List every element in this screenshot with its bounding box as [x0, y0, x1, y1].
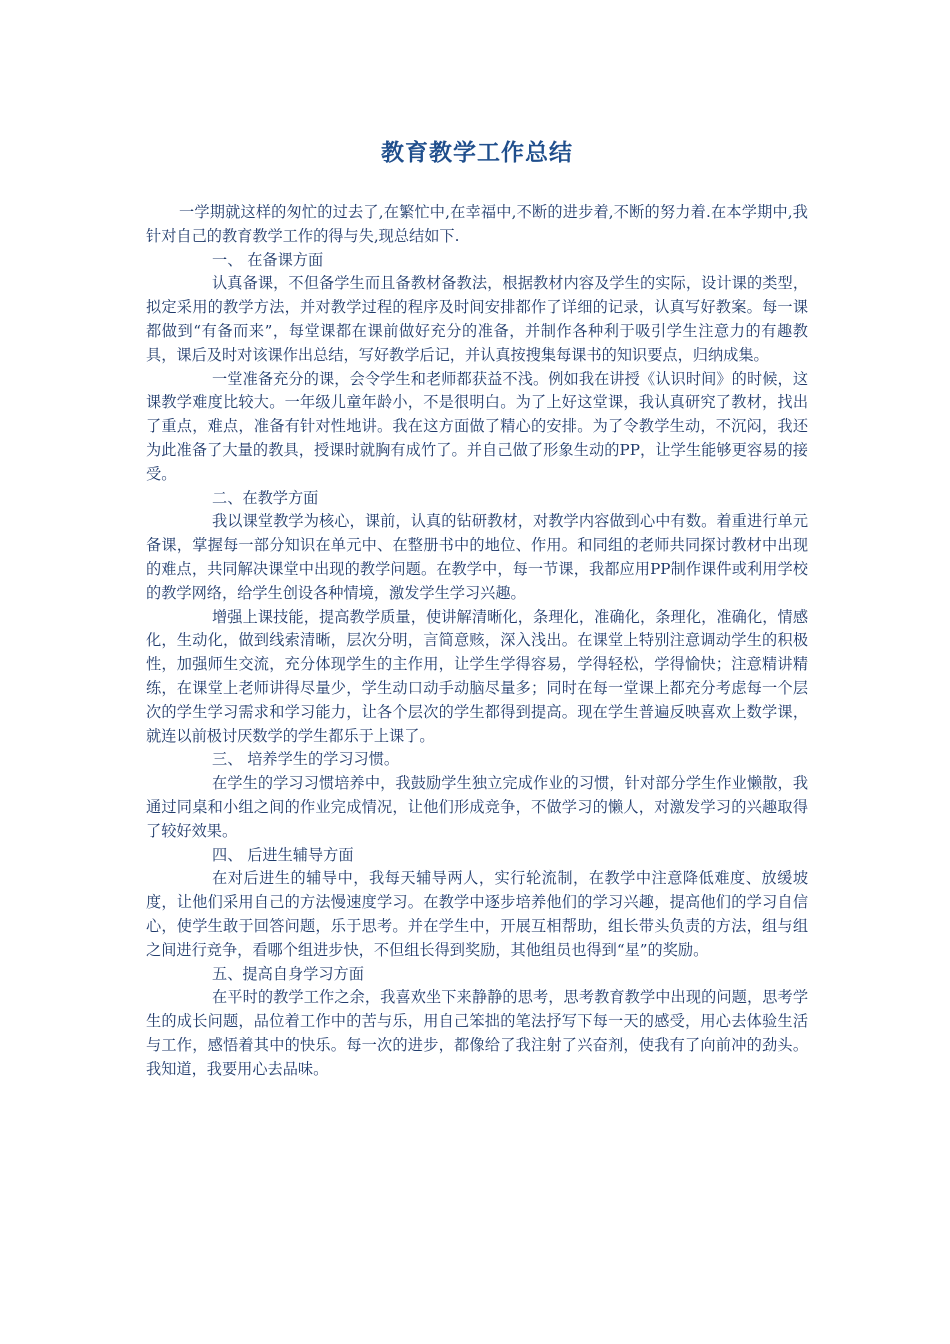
- section-heading-teaching: 二、在教学方面: [212, 488, 319, 507]
- document-page: [146, 134, 808, 1081]
- intro-paragraph: 一学期就这样的匆忙的过去了,在繁忙中,在幸福中,不断的进步着,不断的努力着.在本学期中,我针对自己的教育教学工作的得与失,现总结如下.: [146, 203, 808, 245]
- body-paragraph: 增强上课技能，提高教学质量，使讲解清晰化，条理化，准确化，条理化，准确化，情感化，生动化，做到线索清晰，层次分明，言简意赅，深入浅出。在课堂上特别注意调动学生的积极性，加强师生交流，充分体现学生的主作用，让学生学得容易，学得轻松，学得愉快；注意精讲精练，在课堂上老师讲得尽量少，学生动口动手动脑尽量多；同时在每一堂课上都充分考虑每一个层次的学生学习需求和学习能力，让各个层次的学生都得到提高。现在学生普遍反映喜欢上数学课，就连以前极讨厌数学的学生都乐于上课了。: [146, 607, 808, 745]
- body-paragraph: 在平时的教学工作之余，我喜欢坐下来静静的思考，思考教育教学中出现的问题，思考学生的成长问题，品位着工作中的苦与乐，用自己笨拙的笔法抒写下每一天的感受，用心去体验生活与工作，感悟着其中的快乐。每一次的进步，都像给了我注射了兴奋剂，使我有了向前冲的劲头。我知道，我要用心去品味。: [146, 988, 808, 1078]
- body-paragraph: 我以课堂教学为核心，课前，认真的钻研教材，对教学内容做到心中有数。着重进行单元备课，掌握每一部分知识在单元中、在整册书中的地位、作用。和同组的老师共同探讨教材中出现的难点，共同解决课堂中出现的教学问题。在教学中，每一节课，我都应用PP制作课件或利用学校的教学网络，给学生创设各种情境，激发学生学习兴趣。: [146, 512, 808, 602]
- section-heading-study-habits: 三、 培养学生的学习习惯。: [212, 750, 400, 769]
- section-heading-self-study: 五、提高自身学习方面: [212, 964, 364, 983]
- body-paragraph: 在对后进生的辅导中，我每天辅导两人，实行轮流制，在教学中注意降低难度、放缓坡度，让他们采用自己的方法慢速度学习。在教学中逐步培养他们的学习兴趣，提高他们的学习自信心，使学生敢于回答问题，乐于思考。并在学生中，开展互相帮助，组长带头负责的方法，组与组之间进行竞争，看哪个组进步快，不但组长得到奖励，其他组员也得到“星”的奖励。: [146, 869, 808, 959]
- section-heading-remedial: 四、 后进生辅导方面: [212, 845, 354, 864]
- section-heading-lesson-prep: 一、 在备课方面: [212, 250, 324, 269]
- document-title: 教育教学工作总结: [381, 140, 573, 166]
- body-paragraph: 一堂准备充分的课，会令学生和老师都获益不浅。例如我在讲授《认识时间》的时候，这课教学难度比较大。一年级儿童年龄小，不是很明白。为了上好这堂课，我认真研究了教材，找出了重点，难点，准备有针对性地讲。我在这方面做了精心的安排。为了令教学生动，不沉闷，我还为此准备了大量的教具，授课时就胸有成竹了。并自己做了形象生动的PP，让学生能够更容易的接受。: [146, 369, 808, 483]
- body-paragraph: 在学生的学习习惯培养中，我鼓励学生独立完成作业的习惯，针对部分学生作业懒散，我通过同桌和小组之间的作业完成情况，让他们形成竞争，不做学习的懒人，对激发学习的兴趣取得了较好效果。: [146, 774, 808, 840]
- body-paragraph: 认真备课，不但备学生而且备教材备教法，根据教材内容及学生的实际，设计课的类型，拟定采用的教学方法，并对教学过程的程序及时间安排都作了详细的记录，认真写好教案。每一课都做到“有备而来”，每堂课都在课前做好充分的准备，并制作各种利于吸引学生注意力的有趣教具，课后及时对该课作出总结，写好教学后记，并认真按搜集每课书的知识要点，归纳成集。: [146, 274, 808, 364]
